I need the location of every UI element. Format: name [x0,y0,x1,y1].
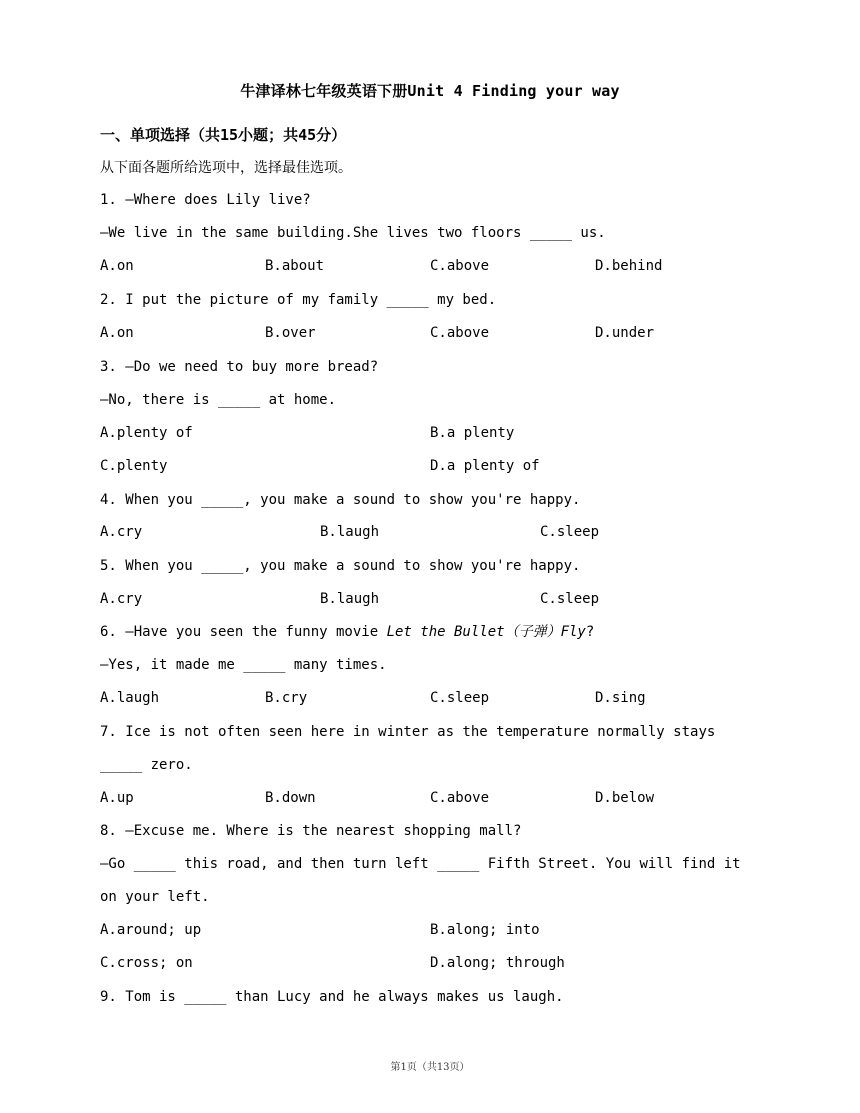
question-1-line-1: 1. —Where does Lily live? [100,192,311,208]
question-7-option-d: D.below [595,790,655,806]
question-7-option-a: A.up [100,790,134,806]
question-2-option-d: D.under [595,325,655,341]
question-4-option-c: C.sleep [540,524,600,540]
question-6-line-1-text: 6. —Have you seen the funny movie [100,624,387,640]
question-6-line-1 [100,622,594,642]
question-6-line-1-end: ? [585,624,595,640]
question-8-option-d: D.along; through [430,955,565,971]
question-1-line-2: —We live in the same building.She lives two floors _____ us. [100,225,606,241]
question-8-line-3: on your left. [100,889,210,905]
question-1-option-c: C.above [430,258,490,274]
question-3-option-b: B.a plenty [430,425,515,441]
question-1-option-d: D.behind [595,258,663,274]
question-2-line-1: 2. I put the picture of my family _____ my bed. [100,292,497,308]
question-9-line-1: 9. Tom is _____ than Lucy and he always makes us laugh. [100,989,564,1005]
question-7-line-2: _____ zero. [100,757,193,773]
question-5-option-a: A.cry [100,591,143,607]
document-title: 牛津译林七年级英语下册Unit 4 Finding your way [240,82,620,100]
question-5-line-1: 5. When you _____, you make a sound to show you're happy. [100,558,581,574]
question-6-option-a: A.laugh [100,690,160,706]
question-7-option-b: B.down [265,790,316,806]
question-8-line-1: 8. —Excuse me. Where is the nearest shopping mall? [100,823,522,839]
question-2-option-b: B.over [265,325,316,341]
question-2-option-a: A.on [100,325,134,341]
question-3-option-c: C.plenty [100,458,168,474]
question-8-option-a: A.around; up [100,922,202,938]
question-6-option-b: B.cry [265,690,308,706]
page-footer: 第1页（共13页） [390,1062,470,1073]
question-6-option-d: D.sing [595,690,646,706]
section-heading: 一、单项选择（共15小题；共45分） [100,126,347,144]
question-8-line-2: —Go _____ this road, and then turn left _____ Fifth Street. You will find it [100,856,741,872]
question-3-line-1: 3. —Do we need to buy more bread? [100,359,379,375]
question-2-option-c: C.above [430,325,490,341]
question-5-option-c: C.sleep [540,591,600,607]
question-8-option-c: C.cross; on [100,955,193,971]
question-8-option-b: B.along; into [430,922,540,938]
question-3-option-d: D.a plenty of [430,458,540,474]
question-4-option-b: B.laugh [320,524,380,540]
question-1-option-a: A.on [100,258,134,274]
question-6-option-c: C.sleep [430,690,490,706]
question-4-line-1: 4. When you _____, you make a sound to show you're happy. [100,492,581,508]
question-3-line-2: —No, there is _____ at home. [100,392,337,408]
question-7-line-1: 7. Ice is not often seen here in winter as the temperature normally stays [100,724,716,740]
question-5-option-b: B.laugh [320,591,380,607]
question-6-line-2: —Yes, it made me _____ many times. [100,657,387,673]
section-instruction: 从下面各题所给选项中，选择最佳选项。 [100,160,352,176]
movie-title: Let the Bullet（子弹）Fly [386,624,586,640]
question-3-option-a: A.plenty of [100,425,193,441]
question-4-option-a: A.cry [100,524,143,540]
question-7-option-c: C.above [430,790,490,806]
question-1-option-b: B.about [265,258,325,274]
